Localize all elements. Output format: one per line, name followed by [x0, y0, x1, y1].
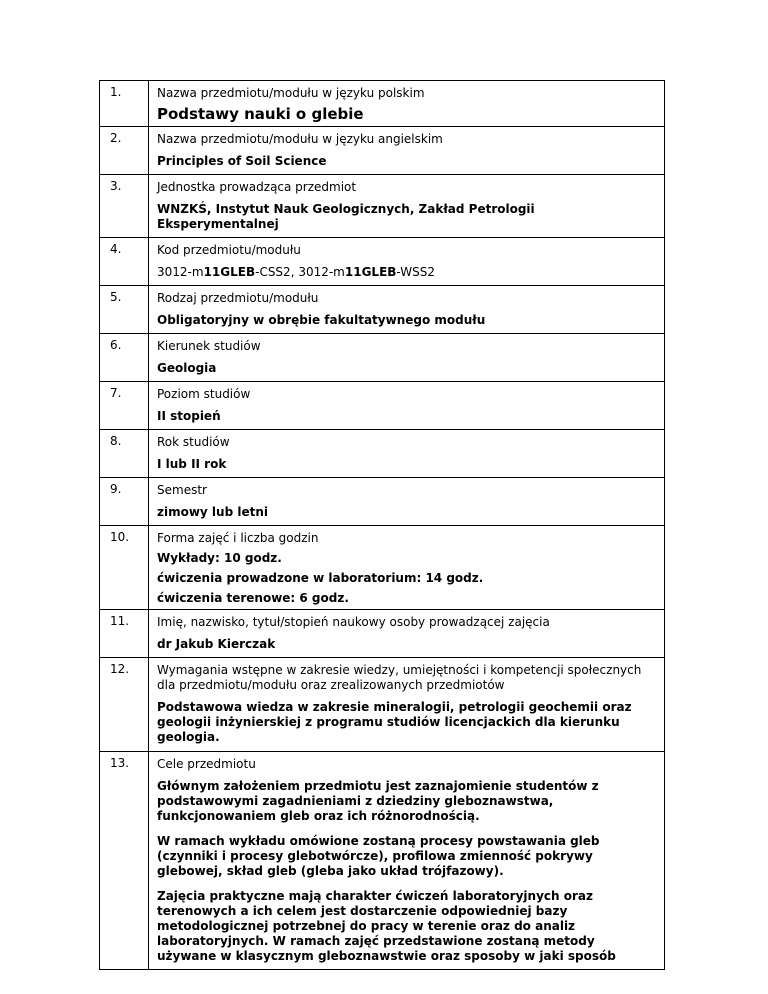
row-content [149, 382, 665, 430]
table-row [100, 382, 665, 430]
field-label: Wymagania wstępne w zakresie wiedzy, umiejętności i kompetencji społecznych dla przedmiotu/modułu oraz zrealizowanych przedmiotów [157, 663, 642, 692]
table-row [100, 430, 665, 478]
table-row [100, 658, 665, 752]
row-number: 5. [100, 286, 149, 334]
row-content [149, 286, 665, 334]
field-paragraph: Zajęcia praktyczne mają charakter ćwiczeń laboratoryjnych oraz terenowych a ich celem jest dostarczenie odpowiedniej bazy metodologicznej potrzebnej do pracy w terenie oraz do analiz laboratoryjnych. W ramach zajęć przedstawione zostaną metody używane w klasycznym gleboznawstwie oraz sposoby w jaki sposób [157, 889, 616, 963]
table-row [100, 127, 665, 175]
code-part-bold: 11GLEB [203, 265, 256, 279]
row-number: 9. [100, 478, 149, 526]
field-label: Jednostka prowadząca przedmiot [157, 180, 357, 194]
field-label: Nazwa przedmiotu/modułu w języku polskim [157, 86, 425, 100]
field-value: I lub II rok [157, 457, 227, 471]
field-paragraph: Głównym założeniem przedmiotu jest zaznajomienie studentów z podstawowymi zagadnieniami z dziedziny gleboznawstwa, funkcjonowaniem gleb oraz ich różnorodnością. [157, 779, 599, 823]
field-label: Kierunek studiów [157, 339, 261, 353]
field-value: zimowy lub letni [157, 505, 268, 519]
code-part: -WSS2 [396, 265, 435, 279]
field-label: Forma zajęć i liczba godzin [157, 531, 319, 545]
table-row [100, 610, 665, 658]
field-value: dr Jakub Kierczak [157, 637, 276, 651]
field-label: Poziom studiów [157, 387, 251, 401]
row-number: 12. [100, 658, 149, 752]
table-row [100, 752, 665, 970]
row-number: 8. [100, 430, 149, 478]
field-value: Geologia [157, 361, 217, 375]
row-number: 13. [100, 752, 149, 970]
code-part: -CSS2, 3012-m [255, 265, 345, 279]
row-number: 4. [100, 238, 149, 286]
row-content [149, 430, 665, 478]
row-content [149, 478, 665, 526]
field-value: ćwiczenia prowadzone w laboratorium: 14 godz. [157, 571, 484, 585]
table-row [100, 286, 665, 334]
field-value: Wykłady: 10 godz. [157, 551, 282, 565]
row-number: 6. [100, 334, 149, 382]
row-number: 3. [100, 175, 149, 238]
row-number: 2. [100, 127, 149, 175]
row-content [149, 175, 665, 238]
field-value: WNZKŚ, Instytut Nauk Geologicznych, Zakład Petrologii Eksperymentalnej [157, 202, 535, 231]
field-label: Rodzaj przedmiotu/modułu [157, 291, 319, 305]
row-content [149, 526, 665, 610]
course-code [149, 261, 664, 285]
row-content [149, 127, 665, 175]
field-value: II stopień [157, 409, 221, 423]
row-content [149, 610, 665, 658]
syllabus-table [99, 80, 665, 970]
field-label: Cele przedmiotu [157, 757, 256, 771]
code-part-bold: 11GLEB [344, 265, 397, 279]
row-number: 10. [100, 526, 149, 610]
table-row [100, 175, 665, 238]
table-row [100, 526, 665, 610]
field-paragraph: W ramach wykładu omówione zostaną procesy powstawania gleb (czynniki i procesy glebotwórcze), profilowa zmienność pokrywy glebowej, skład gleb (gleba jako układ trójfazowy). [157, 834, 600, 878]
table-row [100, 334, 665, 382]
row-number: 1. [100, 81, 149, 127]
field-value: Podstawowa wiedza w zakresie mineralogii, petrologii geochemii oraz geologii inżynierskiej z programu studiów licencjackich dla kierunku geologia. [157, 700, 632, 744]
row-content [149, 238, 665, 286]
field-value: ćwiczenia terenowe: 6 godz. [157, 591, 349, 605]
field-label: Nazwa przedmiotu/modułu w języku angielskim [157, 132, 443, 146]
field-value: Obligatoryjny w obrębie fakultatywnego modułu [157, 313, 486, 327]
table-row [100, 81, 665, 127]
field-value: Principles of Soil Science [157, 154, 327, 168]
code-part: 3012-m [157, 265, 204, 279]
row-content [149, 752, 665, 970]
field-label: Kod przedmiotu/modułu [157, 243, 301, 257]
field-value: Podstawy nauki o glebie [157, 105, 364, 123]
row-number: 11. [100, 610, 149, 658]
row-content [149, 81, 665, 127]
field-label: Rok studiów [157, 435, 230, 449]
field-label: Imię, nazwisko, tytuł/stopień naukowy osoby prowadzącej zajęcia [157, 615, 550, 629]
table-row [100, 238, 665, 286]
row-content [149, 334, 665, 382]
field-label: Semestr [157, 483, 207, 497]
row-number: 7. [100, 382, 149, 430]
table-row [100, 478, 665, 526]
row-content [149, 658, 665, 752]
